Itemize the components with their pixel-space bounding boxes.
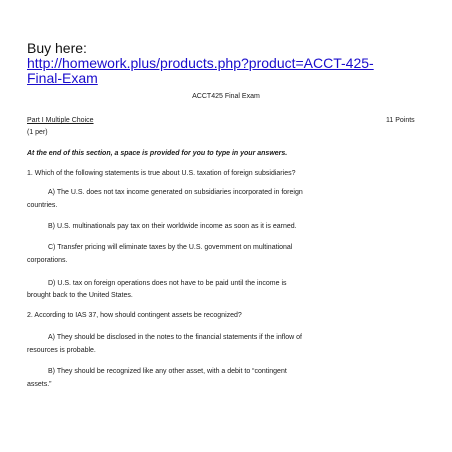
question-1-option-a: A) The U.S. does not tax income generated on subsidiaries incorporated in foreign <box>48 189 303 196</box>
instructions: At the end of this section, a space is provided for you to type in your answers. <box>27 150 288 157</box>
question-2-option-b: B) They should be recognized like any other asset, with a debit to “contingent <box>48 368 287 375</box>
product-link-line-1[interactable]: http://homework.plus/products.php?product=ACCT-425- <box>27 55 374 71</box>
document-title: ACCT425 Final Exam <box>192 93 260 100</box>
question-1-prompt: 1. Which of the following statements is true about U.S. taxation of foreign subsidiaries? <box>27 170 296 177</box>
product-link-line-2[interactable]: Final-Exam <box>27 70 98 86</box>
question-2-option-a: A) They should be disclosed in the notes to the financial statements if the inflow of <box>48 334 302 341</box>
buy-here-label: Buy here: <box>27 40 87 56</box>
question-1-option-d: D) U.S. tax on foreign operations does not have to be paid until the income is <box>48 280 287 287</box>
question-2-option-b-cont: assets.” <box>27 381 52 388</box>
question-2-prompt: 2. According to IAS 37, how should contingent assets be recognized? <box>27 312 242 319</box>
question-1-option-b: B) U.S. multinationals pay tax on their worldwide income as soon as it is earned. <box>48 223 297 230</box>
question-1-option-c: C) Transfer pricing will eliminate taxes by the U.S. government on multinational <box>48 244 293 251</box>
per-label: (1 per) <box>27 129 48 136</box>
part-label: Part I Multiple Choice <box>27 117 94 124</box>
question-1-option-c-cont: corporations. <box>27 257 68 264</box>
points-label: 11 Points <box>386 117 415 124</box>
question-2-option-a-cont: resources is probable. <box>27 347 96 354</box>
question-1-option-d-cont: brought back to the United States. <box>27 292 133 299</box>
question-1-option-a-cont: countries. <box>27 202 58 209</box>
